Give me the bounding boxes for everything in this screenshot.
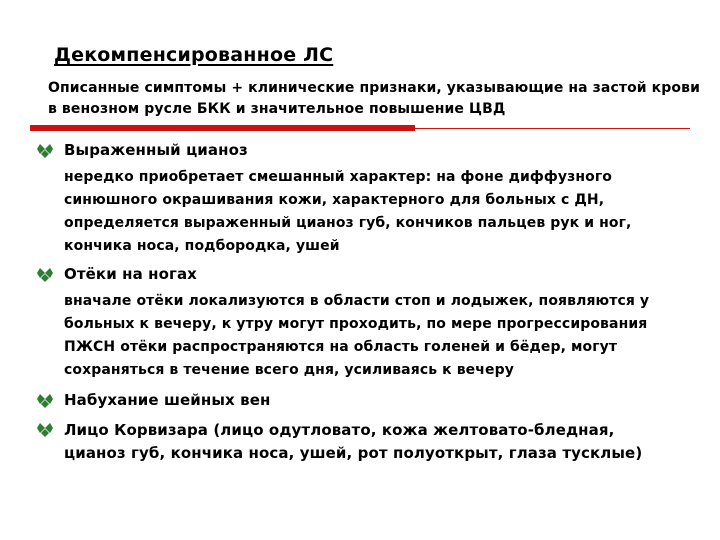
diamond-bullet-icon — [36, 141, 54, 159]
list-item — [36, 140, 706, 258]
diamond-bullet-icon — [36, 265, 54, 283]
bullet-list — [36, 140, 706, 465]
item-description: вначале отёки локализуются в области стоп и лодыжек, появляются у больных к вечеру, к утру могут проходить, по мере прогрессирования ПЖСН отёки распространяются на область голеней и бёдер, могут сохраняться в течение всего дня, усиливаясь к вечеру — [64, 293, 650, 378]
list-item — [36, 264, 706, 382]
diamond-bullet-icon — [36, 420, 54, 438]
list-item — [36, 419, 706, 465]
item-heading: Отёки на ногах — [64, 265, 197, 283]
item-heading: Выраженный цианоз — [64, 141, 248, 159]
diamond-bullet-icon — [36, 391, 54, 409]
slide-title: Декомпенсированное ЛС — [54, 44, 334, 66]
item-heading: Лицо Корвизара (лицо одутловато, кожа желтовато-бледная, цианоз губ, кончика носа, ушей, рот полуоткрыт, глаза тусклые) — [64, 421, 643, 462]
list-item — [36, 390, 706, 411]
slide-subtitle: Описанные симптомы + клинические признаки, указывающие на застой крови в венозном русле БКК и значительное повышение ЦВД — [48, 80, 700, 117]
item-heading: Набухание шейных вен — [64, 391, 271, 409]
title-rule-thin — [415, 128, 690, 129]
title-rule-thick — [30, 125, 415, 131]
item-description: нередко приобретает смешанный характер: на фоне диффузного синюшного окрашивания кожи, характерного для больных с ДН, определяется выраженный цианоз губ, кончиков пальцев рук и ног, кончика носа, подбородка, ушей — [64, 169, 632, 254]
